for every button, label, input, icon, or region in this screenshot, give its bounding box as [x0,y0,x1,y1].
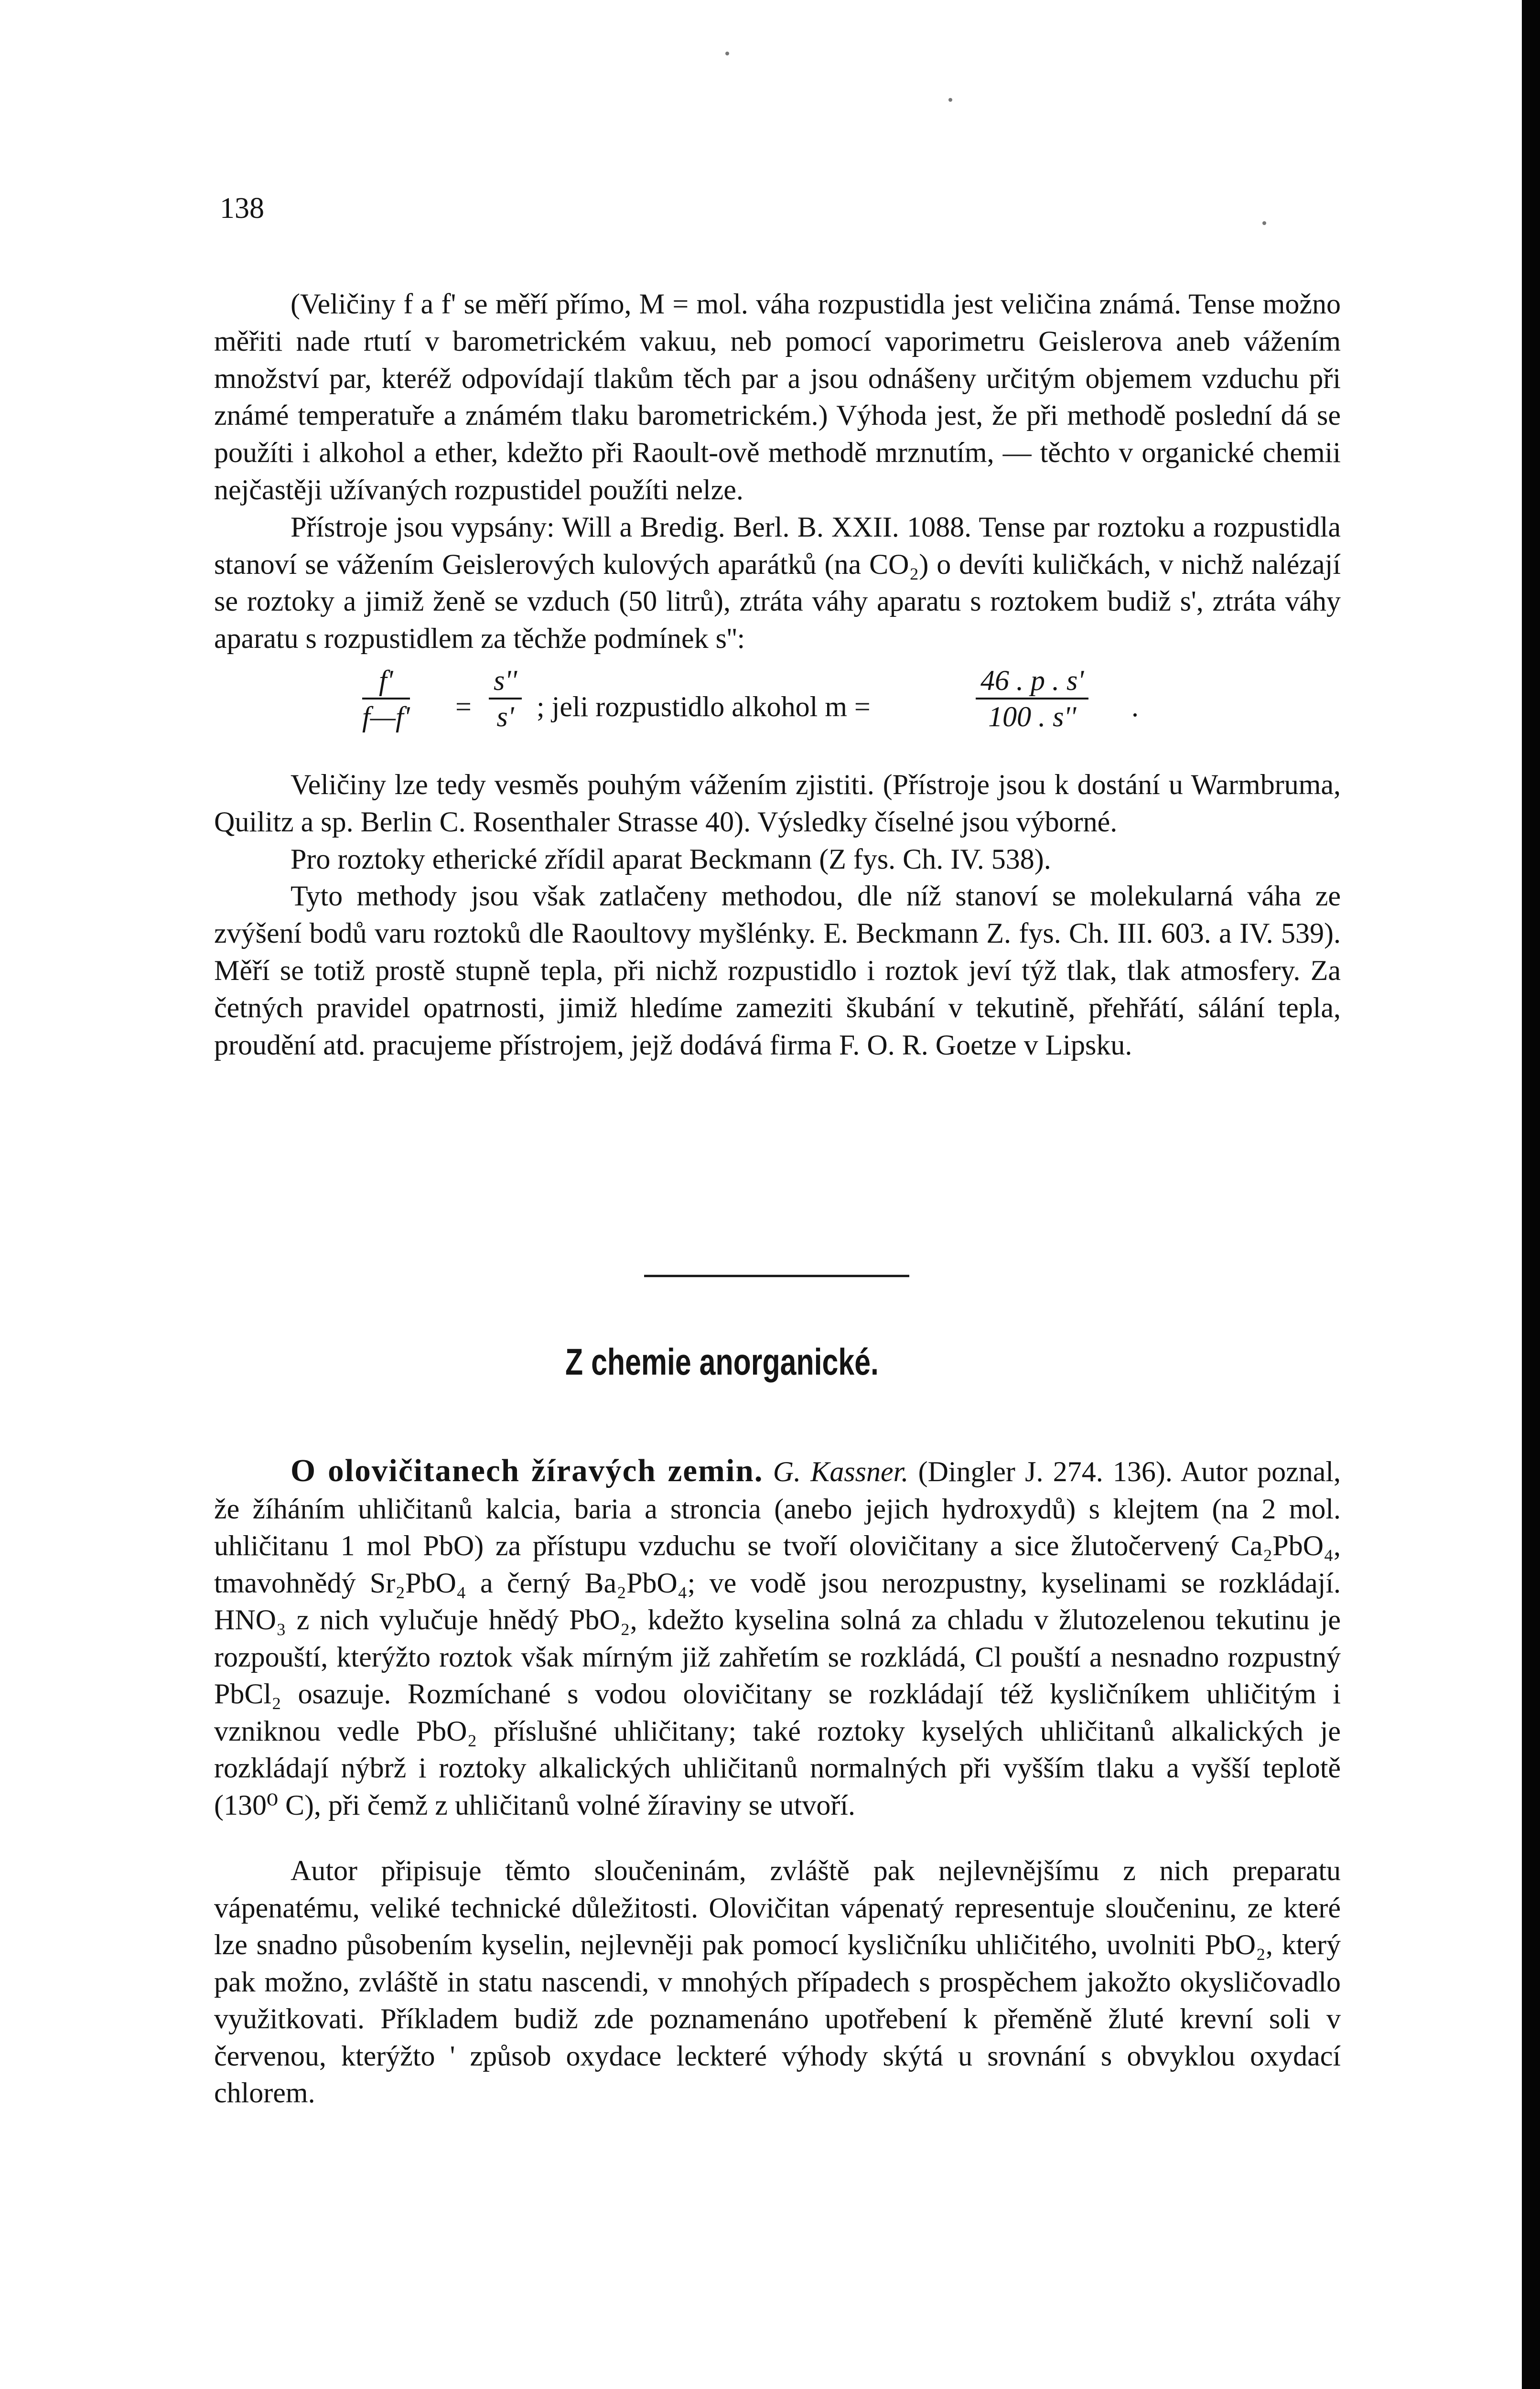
formula-fraction-2 [489,666,522,731]
paragraph-beckmann: Pro roztoky etherické zřídil aparat Beckmann (Z fys. Ch. IV. 538). [291,843,1051,875]
formula-equals: = [455,690,472,722]
formula-end: . [1131,690,1139,722]
article-body: Autor poznal, že žíháním uhličitanů kalcia, baria a stroncia (anebo jejich hydroxydů) s klejtem (na 2 mol. uhličitanu 1 mol PbO) za přístupu vzduchu se tvoří olovičitany a sice žlutočervený Ca₂PbO₄, tmavohnědý Sr₂PbO₄ a černý Ba₂PbO₄; ve vodě jsou nerozpustny, kyselinami se rozkládají. HNO₃ z nich vylučuje hnědý PbO₂, kdežto kyselina solná za chladu v žlutozelenou tekutinu je rozpouští, kterýžto roztok však mírným již zahřetím se rozkládá, Cl pouští a nesnadno rozpustný PbCl₂ osazuje. Rozmíchané s vodou olovičitany se rozkládají též kysličníkem uhličitým i vzniknou vedle PbO₂ příslušné uhličitany; také roztoky kyselých uhličitanů alkalických je rozkládají nýbrž i roztoky alkalických uhličitanů normalných při vyšším tlaku a vyšší teplotě (130⁰ C), při čemž z uhličitanů volné žíraviny se utvoří. [214,1456,1341,1821]
fraction3-denominator: 100 . s'' [988,700,1077,732]
formula-condition: ; jeli rozpustidlo alkohol m = [537,690,871,722]
formula-fraction-1 [362,666,410,731]
article [214,1424,1341,2141]
paragraph-results: Veličiny lze tedy vesměs pouhým vážením zjistiti. (Přístroje jsou k dostání u Warmbruma, Quilitz a sp. Berlin C. Rosenthaler Strasse 40). Výsledky číselné jsou výborné. [214,768,1341,838]
section-title: Z chemie anorganické. [565,1341,879,1383]
article-author: G. Kassner. [773,1456,909,1487]
paragraph-methods: Tyto methody jsou však zatlačeny methodou, dle níž stanoví se molekularná váha ze zvýšení bodů varu roztoků dle Raoultovy myšlénky. E. Beckmann Z. fys. Ch. III. 603. a IV. 539). Měří se totiž prostě stupně tepla, při nichž rozpustidlo i roztok jeví týž tlak, tlak atmosfery. Za četných pravidel opatrnosti, jimiž hledíme zameziti škubání v tekutině, přehřátí, sálání tepla, proudění atd. pracujeme přístrojem, jejž dodává firma F. O. R. Goetze v Lipsku. [214,880,1341,1061]
article-reference: (Dingler J. 274. 136). [918,1456,1173,1487]
scan-border [1522,0,1540,2389]
fraction2-denominator: s' [496,700,514,732]
section-divider [644,1275,909,1277]
article-second-paragraph: Autor připisuje těmto sloučeninám, zvláště pak nejlevnějšímu z nich preparatu vápenatému, veliké technické důležitosti. Olovičitan vápenatý representuje sloučeninu, ze které lze snadno působením kyselin, nejlevněji pak pomocí kysličníku uhličitého, uvolniti PbO₂, který pak možno, zvláště in statu nascendi, v mnohých případech s prospěchem jakožto okysličovadlo využitkovati. Příkladem budiž zde poznamenáno upotřebení k přeměně žluté krevní soli v červenou, kterýžto ' způsob oxydace leckteré výhody skýtá u srovnání s obvyklou oxydací chlorem. [214,1855,1341,2109]
scan-speck [948,98,952,102]
article-first-paragraph [214,1453,1341,1824]
scan-speck [1262,221,1266,225]
formula-fraction-3 [976,666,1088,731]
fraction1-numerator: f' [362,666,410,699]
page-number: 138 [220,192,264,225]
article-title: O olovičitanech žíravých zemin. [291,1453,764,1488]
formula-line [214,666,1341,757]
scan-speck [725,52,729,55]
fraction3-numerator: 46 . p . s' [976,666,1088,699]
paragraph-pristroje: Přístroje jsou vypsány: Will a Bredig. Berl. B. XXII. 1088. Tense par roztoku a rozpustidla stanoví se vážením Geislerových kulových aparátků (na CO₂) o devíti kuličkách, v nichž nalézají se roztoky a jimiž ženě se vzduch (50 litrů), ztráta váhy aparatu s roztokem budiž s', ztráta váhy aparatu s rozpustidlem za těchže podmínek s'': [214,511,1341,655]
fraction2-numerator: s'' [489,666,522,699]
fraction1-denominator: f—f' [362,700,410,732]
upper-text [214,286,1341,1064]
paragraph-veliciny: (Veličiny f a f' se měří přímo, M = mol. váha rozpustidla jest veličina známá. Tense možno měřiti nade rtutí v barometrickém vakuu, neb pomocí vaporimetru Geislerova aneb vážením množství par, kteréž odpovídají tlakům těch par a jsou odnášeny určitým objemem vzduchu při známé temperatuře a známém tlaku barometrickém.) Výhoda jest, že při methodě poslední dá se použíti i alkohol a ether, kdežto při Raoult-ově methodě mrznutím, — těchto v organické chemii nejčastěji užívaných rozpustidel použíti nelze. [214,288,1341,506]
